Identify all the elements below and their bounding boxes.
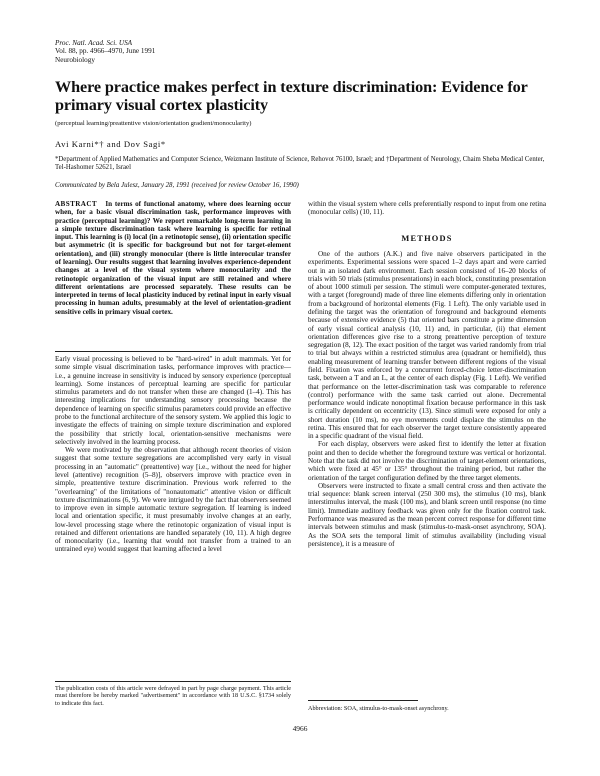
paragraph: Early visual processing is believed to be "hard-wired" in adult mammals. Yet for some simple visual discrimination tasks, performance improves with practice—i.e., a genuine increase in sensitivity is induced by sensory experience (perceptual learning). Some instances of perceptual learning are specific for particular stimulus parameters and do not transfer when these are changed (1–4). This has interesting implications for understanding sensory processing because the dependence of learning on specific stimulus parameters could provide an effective probe to the functional architecture of the sensory system. We applied this logic to investigate the effects of training on simple texture discrimination and explored the possibility that strictly local, orientation-sensitive mechanisms were selectively involved in the learning process. xyxy=(55,355,291,446)
keywords: (perceptual learning/preattentive vision/orientation gradient/monocularity) xyxy=(55,120,252,127)
journal-header xyxy=(55,39,155,64)
affiliations: *Department of Applied Mathematics and Computer Science, Weizmann Institute of Science, Rehovot 76100, Israel; and †Department of Neurology, Chaim Sheba Medical Center, Tel-Hashomer 52621, Israel xyxy=(55,156,545,172)
section-heading-methods: METHODS xyxy=(401,234,453,243)
abstract xyxy=(55,200,291,316)
journal-name: Proc. Natl. Acad. Sci. USA xyxy=(55,39,133,47)
abstract-label: ABSTRACT xyxy=(55,200,98,208)
communicated-by: Communicated by Bela Julesz, January 28, 1991 (received for review October 16, 1990) xyxy=(55,182,299,189)
abbreviation-divider xyxy=(308,700,418,701)
page-number: 4966 xyxy=(292,724,308,733)
abstract-text: In terms of functional anatomy, where does learning occur when, for a basic visual discrimination task, performance improves with practice (perceptual learning)? We report remarkable long-term learning in a simple texture discrimination task where learning is specific for retinal input. This learning is (i) local (in a retinotopic sense), (ii) orientation specific but asymmetric (it is specific for background but not for target-element orientation), and (iii) strongly monocular (there is little interocular transfer of learning). Our results suggest that learning involves experience-dependent changes at a level of the visual system where monocularity and the retinotopic organization of the visual input are still retained and where different orientations are processed separately. These results can be interpreted in terms of local plasticity induced by retinal input in early visual processing in human adults, presumably at the level of orientation-gradient sensitive cells in primary visual cortex. xyxy=(55,200,291,316)
paragraph: One of the authors (A.K.) and five naive observers participated in the experiments. Experimental sessions were spaced 1–2 days apart and were carried out in an isolated dark environment. Each session consisted of 16–20 blocks of trials with 50 trials (stimulus presentations) in each block, constituting presentation of about 1000 stimuli per session. The stimuli were computer-generated textures, with a target (foreground) made of three line elements differing only in orientation from a background of horizontal elements (Fig. 1 Left). The only variable used in defining the target was the orientation of foreground and background elements because of extensive evidence (5) that oriented bars constitute a prime dimension of early visual cortical analysis (10, 11) and, in particular, (ii) that element orientation differences give rise to a strong preattentive perception of texture segregation (8, 12). The exact position of the target was varied randomly from trial to trial but always within a restricted stimulus area (quadrant or hemifield), thus enabling measurement of learning transfer between different regions of the visual field. Fixation was enforced by a concurrent forced-choice letter-discrimination task, between a T and an L, at the center of each display (Fig. 1 Left). We verified that performance on the letter-discrimination task was comparable to reference (control) performance with the same task carried out alone. Decremental performance would indicate nonoptimal fixation because performance in this task is critically dependent on eccentricity (13). Since stimuli were exposed for only a short duration (10 ms), no eye movements could displace the stimulus on the retina. This ensured that for each observer the target texture consistently appeared in a specific quadrant of the visual field. xyxy=(308,250,546,441)
journal-volume: Vol. 88, pp. 4966–4970, June 1991 xyxy=(55,47,156,56)
paper-title: Where practice makes perfect in texture discrimination: Evidence for primary visual cortex plasticity xyxy=(55,78,528,114)
footnote-divider xyxy=(55,681,291,682)
authors: Avi Karni*† and Dov Sagi* xyxy=(55,139,166,149)
journal-section: Neurobiology xyxy=(55,55,95,64)
abbreviation-note: Abbreviation: SOA, stimulus-to-mask-onset asynchrony. xyxy=(308,705,449,712)
abstract-divider xyxy=(55,351,291,352)
paragraph: We were motivated by the observation that although recent theories of vision suggest that some texture segregations are accomplished very early in visual processing in an "automatic" (preattentive) way [i.e., without the need for higher level (attentive) recognition (5–8)], observers improve with practice even in simple, preattentive texture discrimination. Previous work referred to the "overlearning" of the limitations of "nonautomatic" attentive vision or difficult texture discriminations (6, 9). We were intrigued by the fact that observers seemed to improve even in simple automatic texture segregation. If learning is indeed local and orientation specific, it must presumably involve changes at an early, low-level processing stage where the retinotopic organization of visual input is retained and different orientations are handled separately (10, 11). A high degree of monocularity (i.e., learning that would not transfer from a trained to an untrained eye) would suggest that learning affected a level xyxy=(55,446,291,554)
paragraph: For each display, observers were asked first to identify the letter at fixation point and then to decide whether the foreground texture was vertical or horizontal. Note that the task did not involve the discrimination of target-element orientations, which were fixed at 45° or 135° throughout the training period, but rather the orientation of the target configuration defined by the three target elements. xyxy=(308,440,546,482)
right-column-intro xyxy=(308,200,546,217)
footnote: The publication costs of this article were defrayed in part by page charge payment. This article must therefore be hereby marked "advertisement" in accordance with 18 U.S.C. §1734 solely to indicate this fact. xyxy=(55,685,291,707)
paragraph: Observers were instructed to fixate a small central cross and then activate the trial sequence: blank screen interval (250 300 ms), the stimulus (10 ms), blank interstimulus interval, the mask (100 ms), and blank screen until response (no time limit). Immediate auditory feedback was given only for the fixation control task. Performance was measured as the mean percent correct response for different time intervals between stimulus and mask (stimulus-to-mask-onset asynchrony, SOA). As the SOA sets the temporal limit of stimulus availability (including visual persistence), it is a measure of xyxy=(308,481,546,548)
left-column-body xyxy=(55,355,291,554)
paragraph: within the visual system where cells preferentially respond to input from one retina (monocular cells) (10, 11). xyxy=(308,200,546,217)
methods-body xyxy=(308,250,546,548)
